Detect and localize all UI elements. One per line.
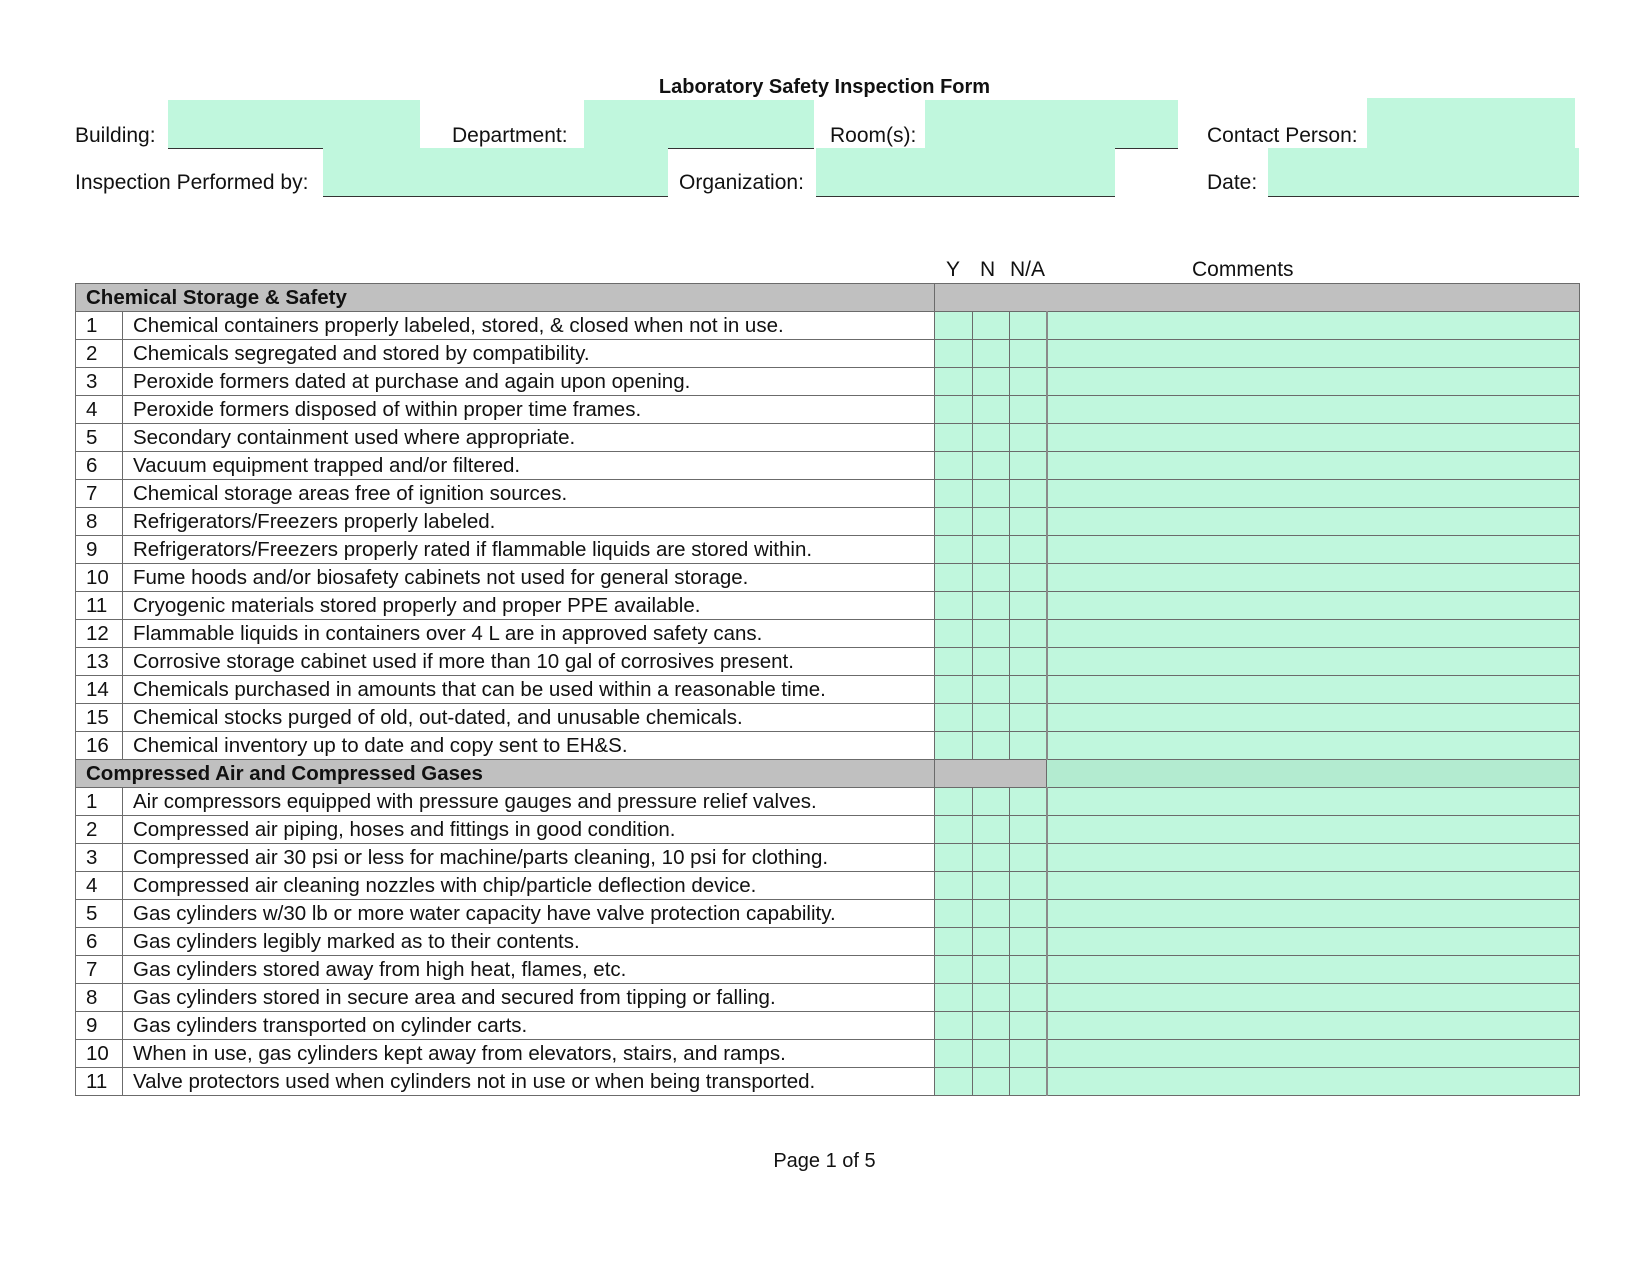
comment-cell[interactable] [1047, 676, 1580, 704]
n-checkbox-cell[interactable] [973, 956, 1010, 984]
n-checkbox-cell[interactable] [973, 340, 1010, 368]
y-checkbox-cell[interactable] [935, 928, 973, 956]
y-checkbox-cell[interactable] [935, 620, 973, 648]
item-number: 7 [76, 480, 123, 508]
col-header-n: N [980, 258, 996, 281]
checklist-row [76, 676, 1580, 704]
rooms-label: Room(s): [830, 124, 917, 147]
section-title: Compressed Air and Compressed Gases [76, 760, 935, 788]
na-checkbox-cell[interactable] [1010, 928, 1047, 956]
y-checkbox-cell[interactable] [935, 816, 973, 844]
item-description: Gas cylinders transported on cylinder carts. [123, 1012, 935, 1040]
checklist-row [76, 648, 1580, 676]
item-number: 9 [76, 536, 123, 564]
item-number: 9 [76, 1012, 123, 1040]
na-checkbox-cell[interactable] [1010, 984, 1047, 1012]
checklist-row [76, 872, 1580, 900]
checklist-row [76, 928, 1580, 956]
checklist-row [76, 452, 1580, 480]
comment-cell[interactable] [1047, 480, 1580, 508]
checklist-row [76, 704, 1580, 732]
y-checkbox-cell[interactable] [935, 872, 973, 900]
na-checkbox-cell[interactable] [1010, 1012, 1047, 1040]
comment-cell[interactable] [1047, 816, 1580, 844]
organization-label: Organization: [679, 171, 804, 194]
n-checkbox-cell[interactable] [973, 788, 1010, 816]
comment-cell[interactable] [1047, 900, 1580, 928]
checklist-row [76, 816, 1580, 844]
item-number: 4 [76, 872, 123, 900]
n-checkbox-cell[interactable] [973, 928, 1010, 956]
comment-cell[interactable] [1047, 1012, 1580, 1040]
department-input[interactable] [584, 100, 814, 149]
y-checkbox-cell[interactable] [935, 452, 973, 480]
n-checkbox-cell[interactable] [973, 564, 1010, 592]
n-checkbox-cell[interactable] [973, 704, 1010, 732]
y-checkbox-cell[interactable] [935, 844, 973, 872]
item-description: Peroxide formers disposed of within proper time frames. [123, 396, 935, 424]
section-header-row [76, 760, 1580, 788]
comment-cell[interactable] [1047, 340, 1580, 368]
n-checkbox-cell[interactable] [973, 816, 1010, 844]
item-description: Refrigerators/Freezers properly labeled. [123, 508, 935, 536]
item-number: 6 [76, 452, 123, 480]
na-checkbox-cell[interactable] [1010, 620, 1047, 648]
na-checkbox-cell[interactable] [1010, 536, 1047, 564]
na-checkbox-cell[interactable] [1010, 788, 1047, 816]
na-checkbox-cell[interactable] [1010, 396, 1047, 424]
y-checkbox-cell[interactable] [935, 312, 973, 340]
item-description: Compressed air cleaning nozzles with chip/particle deflection device. [123, 872, 935, 900]
comment-cell[interactable] [1047, 312, 1580, 340]
item-description: Valve protectors used when cylinders not in use or when being transported. [123, 1068, 935, 1096]
comment-cell[interactable] [1047, 788, 1580, 816]
item-description: Flammable liquids in containers over 4 L are in approved safety cans. [123, 620, 935, 648]
inspection-by-label: Inspection Performed by: [75, 171, 309, 194]
y-checkbox-cell[interactable] [935, 956, 973, 984]
date-input[interactable] [1268, 148, 1579, 197]
item-number: 2 [76, 816, 123, 844]
section-header-fill [935, 760, 1047, 788]
n-checkbox-cell[interactable] [973, 676, 1010, 704]
item-description: Gas cylinders w/30 lb or more water capacity have valve protection capability. [123, 900, 935, 928]
item-number: 3 [76, 368, 123, 396]
item-number: 8 [76, 508, 123, 536]
col-header-y: Y [946, 258, 961, 281]
checklist-row [76, 984, 1580, 1012]
n-checkbox-cell[interactable] [973, 1040, 1010, 1068]
na-checkbox-cell[interactable] [1010, 1040, 1047, 1068]
organization-input[interactable] [816, 148, 1115, 197]
comment-cell[interactable] [1047, 396, 1580, 424]
y-checkbox-cell[interactable] [935, 564, 973, 592]
item-description: Compressed air 30 psi or less for machine/parts cleaning, 10 psi for clothing. [123, 844, 935, 872]
n-checkbox-cell[interactable] [973, 396, 1010, 424]
n-checkbox-cell[interactable] [973, 648, 1010, 676]
rooms-input[interactable] [925, 100, 1178, 149]
n-checkbox-cell[interactable] [973, 732, 1010, 760]
n-checkbox-cell[interactable] [973, 536, 1010, 564]
contact-person-input[interactable] [1367, 98, 1575, 149]
y-checkbox-cell[interactable] [935, 368, 973, 396]
item-number: 10 [76, 564, 123, 592]
n-checkbox-cell[interactable] [973, 900, 1010, 928]
na-checkbox-cell[interactable] [1010, 508, 1047, 536]
section-header-row [76, 284, 1580, 312]
na-checkbox-cell[interactable] [1010, 1068, 1047, 1096]
item-number: 7 [76, 956, 123, 984]
checklist-row [76, 844, 1580, 872]
na-checkbox-cell[interactable] [1010, 816, 1047, 844]
y-checkbox-cell[interactable] [935, 900, 973, 928]
item-description: Cryogenic materials stored properly and proper PPE available. [123, 592, 935, 620]
department-label: Department: [452, 124, 568, 147]
item-description: Compressed air piping, hoses and fittings in good condition. [123, 816, 935, 844]
item-number: 6 [76, 928, 123, 956]
item-number: 1 [76, 788, 123, 816]
item-description: Vacuum equipment trapped and/or filtered. [123, 452, 935, 480]
n-checkbox-cell[interactable] [973, 452, 1010, 480]
n-checkbox-cell[interactable] [973, 424, 1010, 452]
comment-cell[interactable] [1047, 928, 1580, 956]
comment-cell[interactable] [1047, 872, 1580, 900]
y-checkbox-cell[interactable] [935, 648, 973, 676]
item-description: Peroxide formers dated at purchase and again upon opening. [123, 368, 935, 396]
checklist-row [76, 312, 1580, 340]
item-number: 15 [76, 704, 123, 732]
na-checkbox-cell[interactable] [1010, 312, 1047, 340]
comment-cell[interactable] [1047, 1040, 1580, 1068]
na-checkbox-cell[interactable] [1010, 648, 1047, 676]
y-checkbox-cell[interactable] [935, 508, 973, 536]
na-checkbox-cell[interactable] [1010, 340, 1047, 368]
item-description: Corrosive storage cabinet used if more than 10 gal of corrosives present. [123, 648, 935, 676]
y-checkbox-cell[interactable] [935, 592, 973, 620]
item-description: Chemical containers properly labeled, stored, & closed when not in use. [123, 312, 935, 340]
item-number: 3 [76, 844, 123, 872]
comment-cell[interactable] [1047, 732, 1580, 760]
y-checkbox-cell[interactable] [935, 676, 973, 704]
checklist-row [76, 368, 1580, 396]
y-checkbox-cell[interactable] [935, 788, 973, 816]
comment-cell[interactable] [1047, 648, 1580, 676]
n-checkbox-cell[interactable] [973, 368, 1010, 396]
item-description: When in use, gas cylinders kept away from elevators, stairs, and ramps. [123, 1040, 935, 1068]
contact-person-label: Contact Person: [1207, 124, 1358, 147]
n-checkbox-cell[interactable] [973, 844, 1010, 872]
checklist-row [76, 536, 1580, 564]
item-description: Gas cylinders stored in secure area and secured from tipping or falling. [123, 984, 935, 1012]
checklist-row [76, 508, 1580, 536]
inspection-by-input[interactable] [323, 148, 668, 197]
na-checkbox-cell[interactable] [1010, 592, 1047, 620]
comment-cell[interactable] [1047, 536, 1580, 564]
item-description: Chemical storage areas free of ignition sources. [123, 480, 935, 508]
section-header-fill [935, 284, 1580, 312]
y-checkbox-cell[interactable] [935, 1040, 973, 1068]
section-title: Chemical Storage & Safety [76, 284, 935, 312]
comment-cell[interactable] [1047, 620, 1580, 648]
na-checkbox-cell[interactable] [1010, 480, 1047, 508]
checklist-row [76, 1040, 1580, 1068]
checklist-row [76, 340, 1580, 368]
comment-cell[interactable] [1047, 704, 1580, 732]
y-checkbox-cell[interactable] [935, 536, 973, 564]
n-checkbox-cell[interactable] [973, 620, 1010, 648]
checklist-row [76, 620, 1580, 648]
checklist-row [76, 396, 1580, 424]
comment-cell[interactable] [1047, 1068, 1580, 1096]
item-number: 5 [76, 424, 123, 452]
checklist-row [76, 900, 1580, 928]
n-checkbox-cell[interactable] [973, 984, 1010, 1012]
item-description: Gas cylinders stored away from high heat, flames, etc. [123, 956, 935, 984]
y-checkbox-cell[interactable] [935, 732, 973, 760]
checklist-row [76, 564, 1580, 592]
page-number: Page 1 of 5 [773, 1150, 876, 1172]
na-checkbox-cell[interactable] [1010, 452, 1047, 480]
checklist-row [76, 732, 1580, 760]
item-description: Secondary containment used where appropriate. [123, 424, 935, 452]
y-checkbox-cell[interactable] [935, 480, 973, 508]
comment-cell[interactable] [1047, 368, 1580, 396]
col-header-na: N/A [1010, 258, 1046, 281]
item-number: 16 [76, 732, 123, 760]
na-checkbox-cell[interactable] [1010, 956, 1047, 984]
item-description: Chemicals segregated and stored by compatibility. [123, 340, 935, 368]
building-input[interactable] [168, 100, 420, 149]
date-label: Date: [1207, 171, 1258, 194]
y-checkbox-cell[interactable] [935, 984, 973, 1012]
na-checkbox-cell[interactable] [1010, 424, 1047, 452]
item-number: 13 [76, 648, 123, 676]
item-description: Refrigerators/Freezers properly rated if flammable liquids are stored within. [123, 536, 935, 564]
col-header-comments: Comments [1192, 258, 1294, 281]
item-number: 10 [76, 1040, 123, 1068]
comment-cell[interactable] [1047, 508, 1580, 536]
y-checkbox-cell[interactable] [935, 396, 973, 424]
na-checkbox-cell[interactable] [1010, 900, 1047, 928]
comment-cell[interactable] [1047, 452, 1580, 480]
comment-cell[interactable] [1047, 844, 1580, 872]
item-description: Chemical inventory up to date and copy sent to EH&S. [123, 732, 935, 760]
n-checkbox-cell[interactable] [973, 1068, 1010, 1096]
item-number: 8 [76, 984, 123, 1012]
na-checkbox-cell[interactable] [1010, 704, 1047, 732]
n-checkbox-cell[interactable] [973, 592, 1010, 620]
checklist-row [76, 480, 1580, 508]
item-number: 11 [76, 592, 123, 620]
item-description: Air compressors equipped with pressure gauges and pressure relief valves. [123, 788, 935, 816]
y-checkbox-cell[interactable] [935, 424, 973, 452]
y-checkbox-cell[interactable] [935, 340, 973, 368]
inspection-table [75, 283, 1580, 1096]
na-checkbox-cell[interactable] [1010, 368, 1047, 396]
checklist-row [76, 956, 1580, 984]
item-number: 11 [76, 1068, 123, 1096]
y-checkbox-cell[interactable] [935, 1068, 973, 1096]
item-number: 1 [76, 312, 123, 340]
n-checkbox-cell[interactable] [973, 1012, 1010, 1040]
checklist-row [76, 1068, 1580, 1096]
na-checkbox-cell[interactable] [1010, 732, 1047, 760]
item-number: 14 [76, 676, 123, 704]
n-checkbox-cell[interactable] [973, 312, 1010, 340]
comment-cell[interactable] [1047, 984, 1580, 1012]
page-title: Laboratory Safety Inspection Form [658, 76, 991, 98]
item-description: Fume hoods and/or biosafety cabinets not used for general storage. [123, 564, 935, 592]
comment-cell[interactable] [1047, 592, 1580, 620]
item-description: Chemicals purchased in amounts that can be used within a reasonable time. [123, 676, 935, 704]
na-checkbox-cell[interactable] [1010, 676, 1047, 704]
item-description: Gas cylinders legibly marked as to their contents. [123, 928, 935, 956]
n-checkbox-cell[interactable] [973, 508, 1010, 536]
na-checkbox-cell[interactable] [1010, 872, 1047, 900]
item-number: 2 [76, 340, 123, 368]
y-checkbox-cell[interactable] [935, 704, 973, 732]
n-checkbox-cell[interactable] [973, 480, 1010, 508]
na-checkbox-cell[interactable] [1010, 564, 1047, 592]
comment-cell[interactable] [1047, 956, 1580, 984]
item-number: 5 [76, 900, 123, 928]
checklist-row [76, 1012, 1580, 1040]
item-description: Chemical stocks purged of old, out-dated, and unusable chemicals. [123, 704, 935, 732]
building-label: Building: [75, 124, 156, 147]
y-checkbox-cell[interactable] [935, 1012, 973, 1040]
section-comment-cell[interactable] [1047, 760, 1580, 788]
n-checkbox-cell[interactable] [973, 872, 1010, 900]
item-number: 4 [76, 396, 123, 424]
checklist-row [76, 424, 1580, 452]
item-number: 12 [76, 620, 123, 648]
comment-cell[interactable] [1047, 424, 1580, 452]
checklist-row [76, 592, 1580, 620]
checklist-row [76, 788, 1580, 816]
na-checkbox-cell[interactable] [1010, 844, 1047, 872]
comment-cell[interactable] [1047, 564, 1580, 592]
